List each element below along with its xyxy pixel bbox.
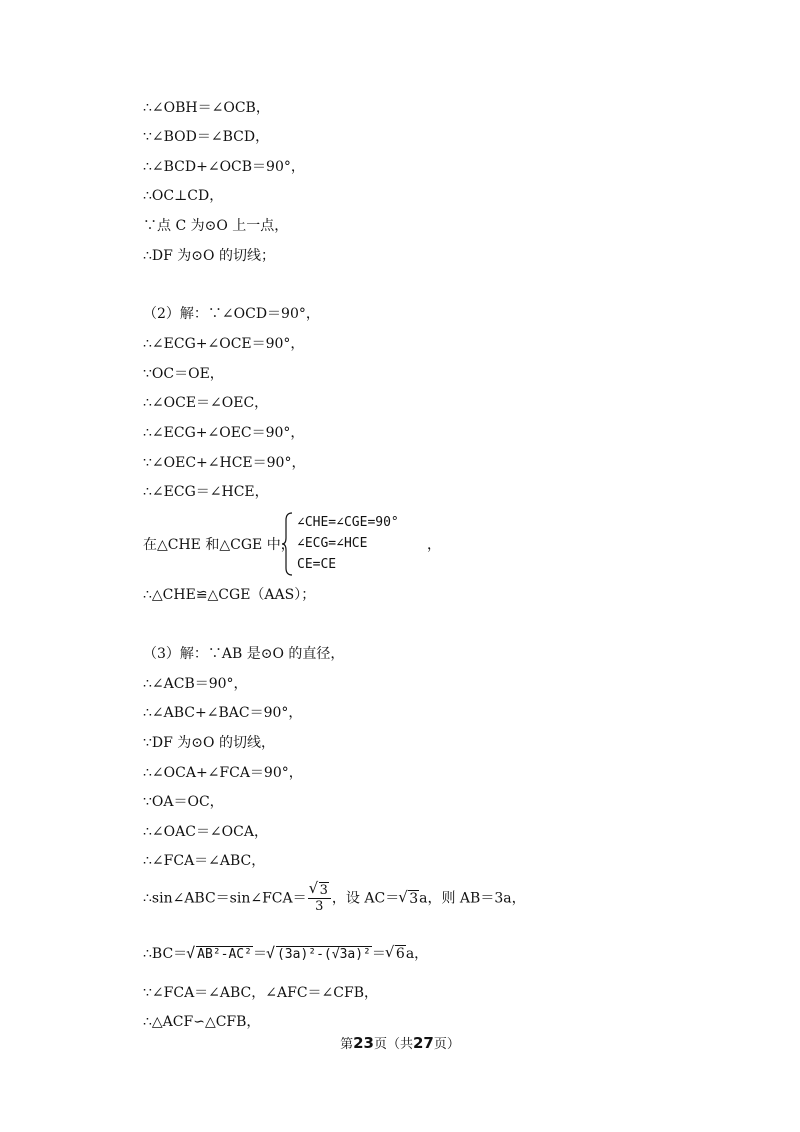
page-number: 23 xyxy=(353,1034,374,1052)
proof-line: ∵∠OEC+∠HCE＝90°， xyxy=(143,455,306,471)
sin-line xyxy=(143,883,526,914)
proof-line: ∴∠ABC+∠BAC＝90°， xyxy=(143,705,303,721)
radical: √ (3a)²-(√3a)² xyxy=(267,944,372,966)
bc-line xyxy=(143,943,428,966)
page-footer: 第23页（共27页） xyxy=(340,1034,460,1052)
bc-post: a， xyxy=(405,946,429,962)
proof-line: ∴∠ECG+∠OCE＝90°， xyxy=(143,336,305,352)
radical: √ 3 xyxy=(310,883,329,898)
proof-line: ∴∠BCD+∠OCB＝90°， xyxy=(143,159,305,175)
radical: √ 3 xyxy=(399,884,419,914)
proof-line: ∴∠OCA+∠FCA＝90°， xyxy=(143,765,303,781)
equals: ＝ xyxy=(371,946,386,962)
part2-heading: （2）解：∵∠OCD＝90°， xyxy=(143,306,320,322)
page-total: 27 xyxy=(413,1034,434,1052)
proof-line: ∴∠OBH＝∠OCB， xyxy=(143,100,270,116)
system-tail: ， xyxy=(427,537,441,553)
proof-line: ∵OA＝OC， xyxy=(143,794,224,810)
system-lead: 在△CHE 和△CGE 中， xyxy=(143,537,295,553)
proof-line: ∴∠OAC＝∠OCA， xyxy=(143,824,268,840)
proof-line: ∵∠FCA＝∠ABC，∠AFC＝∠CFB， xyxy=(143,985,378,1001)
proof-line: ∵∠BOD＝∠BCD， xyxy=(143,129,270,145)
system-equation: ∠ECG=∠HCE xyxy=(297,536,368,551)
system-equation: CE=CE xyxy=(297,557,337,572)
radical: √ AB²-AC² xyxy=(187,944,253,966)
proof-line: ∴△CHE≌△CGE（AAS）； xyxy=(143,587,316,603)
sin-mid: ，设 AC＝ xyxy=(331,890,400,907)
proof-line: ∵DF 为⊙O 的切线， xyxy=(143,735,275,751)
proof-line: ∵点 C 为⊙O 上一点， xyxy=(143,218,289,234)
equals: ＝ xyxy=(252,946,267,962)
proof-line: ∴∠ACB＝90°， xyxy=(143,676,248,692)
sin-pre: ∴sin∠ABC＝sin∠FCA＝ xyxy=(143,890,307,907)
proof-line: ∵OC＝OE， xyxy=(143,366,224,382)
radical: √ 6 xyxy=(386,943,406,965)
proof-line: ∴∠FCA＝∠ABC， xyxy=(143,853,266,869)
proof-line: ∴∠ECG+∠OEC＝90°， xyxy=(143,425,305,441)
proof-line: ∴△ACF∽△CFB， xyxy=(143,1014,261,1030)
left-brace-icon xyxy=(282,512,294,576)
sin-post: a，则 AB＝3a， xyxy=(419,890,526,907)
proof-line: ∴∠ECG＝∠HCE， xyxy=(143,484,269,500)
proof-line: ∴∠OCE＝∠OEC， xyxy=(143,395,269,411)
proof-line: ∴OC⊥CD， xyxy=(143,188,224,204)
part3-heading: （3）解：∵AB 是⊙O 的直径， xyxy=(143,646,345,662)
bc-pre: ∴BC＝ xyxy=(143,946,188,962)
proof-line: ∴DF 为⊙O 的切线； xyxy=(143,248,275,264)
system-equation: ∠CHE=∠CGE=90° xyxy=(297,515,399,530)
fraction: √ $\frac{3}{3}$ xyxy=(308,883,331,914)
